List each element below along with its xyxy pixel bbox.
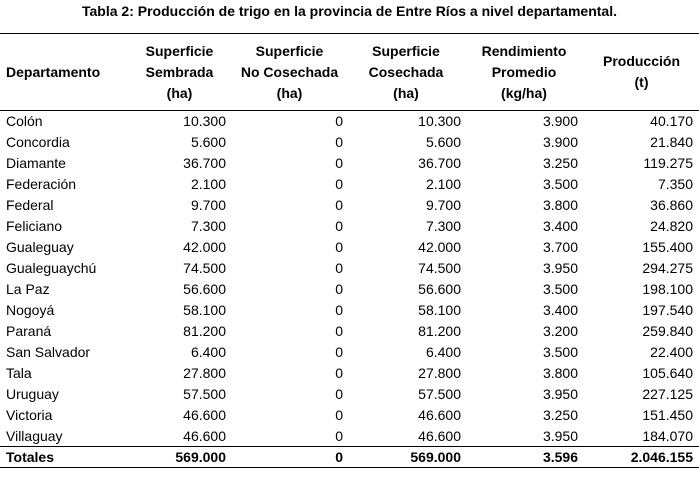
departamento-cell: San Salvador — [6, 344, 91, 360]
produccion-cell: 259.840 — [642, 323, 693, 339]
header-departamento: Departamento — [0, 34, 128, 111]
produccion-cell: 22.400 — [650, 344, 693, 360]
no-cosechada-cell: 0 — [335, 113, 343, 130]
departamento-cell: Tala — [6, 365, 32, 381]
table-row — [0, 426, 699, 447]
cosechada-cell: 42.000 — [418, 239, 461, 255]
rendimiento-cell: 3.250 — [542, 155, 578, 171]
rendimiento-cell: 3.200 — [542, 323, 578, 339]
no-cosechada-cell: 0 — [335, 386, 343, 402]
cosechada-cell: 10.300 — [418, 113, 461, 130]
sembrada-cell: 7.300 — [190, 218, 226, 234]
departamento-cell: Colón — [6, 113, 43, 130]
produccion-cell: 105.640 — [642, 365, 693, 381]
rendimiento-cell: 3.900 — [542, 113, 578, 130]
no-cosechada-cell: 0 — [335, 427, 343, 444]
header-produccion: Producción (t) — [584, 34, 699, 111]
sembrada-cell: 10.300 — [183, 113, 226, 130]
table-row — [0, 132, 699, 153]
departamento-cell: Victoria — [6, 407, 53, 423]
table-row — [0, 111, 699, 132]
produccion-cell: 151.450 — [642, 407, 693, 423]
sembrada-cell: 81.200 — [183, 323, 226, 339]
cosechada-cell: 58.100 — [418, 302, 461, 318]
rendimiento-cell: 3.950 — [542, 386, 578, 402]
departamento-cell: Uruguay — [6, 386, 59, 402]
departamento-cell: Paraná — [6, 323, 52, 339]
rendimiento-cell: 3.950 — [542, 427, 578, 444]
table-row — [0, 405, 699, 426]
cosechada-cell: 57.500 — [418, 386, 461, 402]
sembrada-cell: 57.500 — [183, 386, 226, 402]
cosechada-cell: 7.300 — [425, 218, 461, 234]
produccion-cell: 294.275 — [642, 260, 693, 276]
table-body — [0, 111, 699, 468]
departamento-cell: Diamante — [6, 155, 66, 171]
table-row — [0, 279, 699, 300]
cosechada-cell: 46.600 — [418, 427, 461, 444]
sembrada-cell: 5.600 — [190, 134, 226, 150]
departamento-cell: Villaguay — [6, 427, 63, 444]
sembrada-cell: 2.100 — [190, 176, 226, 192]
totals-cosechada: 569.000 — [348, 447, 464, 468]
cosechada-cell: 6.400 — [425, 344, 461, 360]
departamento-cell: Feliciano — [6, 218, 63, 234]
sembrada-cell: 6.400 — [190, 344, 226, 360]
departamento-cell: Nogoyá — [6, 302, 55, 318]
departamento-cell: Gualeguay — [6, 239, 74, 255]
cosechada-cell: 81.200 — [418, 323, 461, 339]
no-cosechada-cell: 0 — [335, 344, 343, 360]
rendimiento-cell: 3.400 — [542, 302, 578, 318]
sembrada-cell: 46.600 — [183, 407, 226, 423]
cosechada-cell: 56.600 — [418, 281, 461, 297]
totals-no-cosechada: 0 — [231, 447, 348, 468]
cosechada-cell: 2.100 — [425, 176, 461, 192]
sembrada-cell: 74.500 — [183, 260, 226, 276]
no-cosechada-cell: 0 — [335, 239, 343, 255]
sembrada-cell: 9.700 — [190, 197, 226, 213]
table-title: Tabla 2: Producción de trigo en la provincia de Entre Ríos a nivel departamental. — [82, 3, 617, 19]
rendimiento-cell: 3.500 — [542, 281, 578, 297]
cosechada-cell: 27.800 — [418, 365, 461, 381]
sembrada-cell: 36.700 — [183, 155, 226, 171]
totals-rendimiento: 3.596 — [464, 447, 584, 468]
table-row — [0, 153, 699, 174]
sembrada-cell: 46.600 — [183, 427, 226, 444]
table-row — [0, 342, 699, 363]
header-rendimiento-promedio: Rendimiento Promedio (kg/ha) — [464, 34, 584, 111]
totals-produccion: 2.046.155 — [584, 447, 699, 468]
rendimiento-cell: 3.400 — [542, 218, 578, 234]
no-cosechada-cell: 0 — [335, 134, 343, 150]
table-row — [0, 237, 699, 258]
produccion-cell: 184.070 — [642, 427, 693, 444]
table-row — [0, 195, 699, 216]
rendimiento-cell: 3.500 — [542, 344, 578, 360]
table-row — [0, 258, 699, 279]
produccion-cell: 21.840 — [650, 134, 693, 150]
totals-label: Totales — [0, 447, 128, 468]
rendimiento-cell: 3.500 — [542, 176, 578, 192]
no-cosechada-cell: 0 — [335, 155, 343, 171]
header-row — [0, 34, 699, 111]
departamento-cell: Concordia — [6, 134, 70, 150]
cosechada-cell: 9.700 — [425, 197, 461, 213]
table-row — [0, 300, 699, 321]
totals-row — [0, 447, 699, 468]
table-row — [0, 321, 699, 342]
cosechada-cell: 74.500 — [418, 260, 461, 276]
produccion-cell: 7.350 — [657, 176, 693, 192]
no-cosechada-cell: 0 — [335, 197, 343, 213]
produccion-cell: 40.170 — [650, 113, 693, 130]
table-row — [0, 174, 699, 195]
totals-sembrada: 569.000 — [128, 447, 231, 468]
header-superficie-no-cosechada: Superficie No Cosechada (ha) — [231, 34, 348, 111]
sembrada-cell: 42.000 — [183, 239, 226, 255]
no-cosechada-cell: 0 — [335, 323, 343, 339]
no-cosechada-cell: 0 — [335, 281, 343, 297]
sembrada-cell: 27.800 — [183, 365, 226, 381]
produccion-cell: 227.125 — [642, 386, 693, 402]
rendimiento-cell: 3.800 — [542, 197, 578, 213]
no-cosechada-cell: 0 — [335, 176, 343, 192]
departamento-cell: Federal — [6, 197, 54, 213]
no-cosechada-cell: 0 — [335, 407, 343, 423]
table-row — [0, 363, 699, 384]
produccion-cell: 155.400 — [642, 239, 693, 255]
cosechada-cell: 36.700 — [418, 155, 461, 171]
rendimiento-cell: 3.950 — [542, 260, 578, 276]
rendimiento-cell: 3.250 — [542, 407, 578, 423]
table-row — [0, 384, 699, 405]
produccion-cell: 36.860 — [650, 197, 693, 213]
header-superficie-cosechada: Superficie Cosechada (ha) — [348, 34, 464, 111]
rendimiento-cell: 3.800 — [542, 365, 578, 381]
departamento-cell: La Paz — [6, 281, 50, 297]
cosechada-cell: 5.600 — [425, 134, 461, 150]
rendimiento-cell: 3.700 — [542, 239, 578, 255]
no-cosechada-cell: 0 — [335, 302, 343, 318]
no-cosechada-cell: 0 — [335, 260, 343, 276]
sembrada-cell: 58.100 — [183, 302, 226, 318]
produccion-cell: 119.275 — [643, 155, 693, 171]
produccion-cell: 198.100 — [642, 281, 693, 297]
header-superficie-sembrada: Superficie Sembrada (ha) — [128, 34, 231, 111]
production-table — [0, 33, 699, 468]
produccion-cell: 24.820 — [650, 218, 693, 234]
rendimiento-cell: 3.900 — [542, 134, 578, 150]
cosechada-cell: 46.600 — [418, 407, 461, 423]
no-cosechada-cell: 0 — [335, 365, 343, 381]
table-row — [0, 216, 699, 237]
departamento-cell: Federación — [6, 176, 77, 192]
no-cosechada-cell: 0 — [335, 218, 343, 234]
sembrada-cell: 56.600 — [183, 281, 226, 297]
produccion-cell: 197.540 — [642, 302, 693, 318]
departamento-cell: Gualeguaychú — [6, 260, 97, 276]
